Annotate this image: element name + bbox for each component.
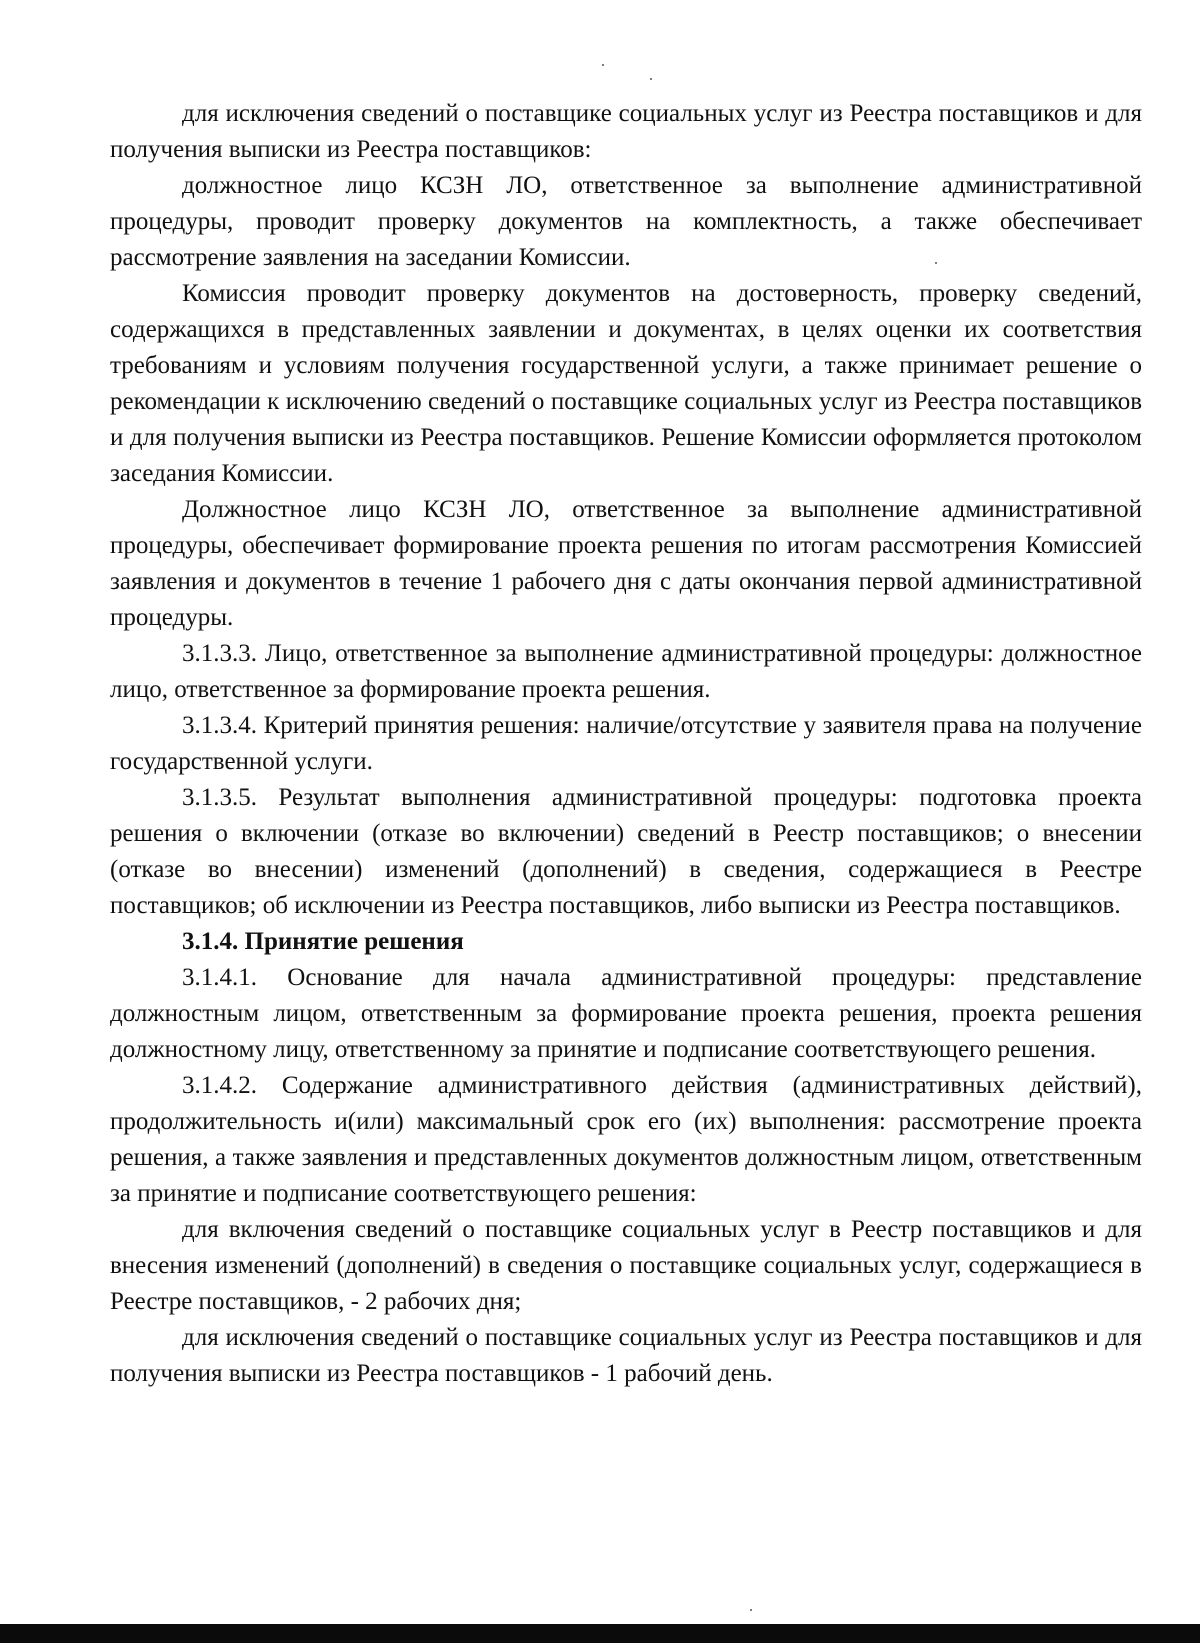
scan-speck [602,64,604,66]
paragraph: для исключения сведений о поставщике социальных услуг из Реестра поставщиков и для получения выписки из Реестра поставщиков: [110,100,1142,163]
paragraph: должностное лицо КСЗН ЛО, ответственное за выполнение административной процедуры, проводит проверку документов на комплектность, а также обеспечивает рассмотрение заявления на заседании Комиссии. [110,172,1142,271]
paragraph: 3.1.4.1. Основание для начала административной процедуры: представление должностным лицом, ответственным за формирование проекта решения, проекта решения должностному лицу, ответственному за принятие и подписание соответствующего решения. [110,964,1142,1063]
paragraph: для включения сведений о поставщике социальных услуг в Реестр поставщиков и для внесения изменений (дополнений) в сведения о поставщике социальных услуг, содержащиеся в Реестре поставщиков, - 2 рабочих дня; [110,1216,1142,1315]
paragraph: для исключения сведений о поставщике социальных услуг из Реестра поставщиков и для получения выписки из Реестра поставщиков - 1 рабочий день. [110,1324,1142,1387]
paragraph: Комиссия проводит проверку документов на достоверность, проверку сведений, содержащихся в представленных заявлении и документах, в целях оценки их соответствия требованиям и условиям получения государственной услуги, а также принимает решение о рекомендации к исключению сведений о поставщике социальных услуг из Реестра поставщиков и для получения выписки из Реестра поставщиков. Решение Комиссии оформляется протоколом заседания Комиссии. [110,280,1142,487]
paragraph: 3.1.3.5. Результат выполнения административной процедуры: подготовка проекта решения о включении (отказе во включении) сведений в Реестр поставщиков; о внесении (отказе во внесении) изменений (дополнений) в сведения, содержащиеся в Реестре поставщиков; об исключении из Реестра поставщиков, либо выписки из Реестра поставщиков. [110,784,1142,919]
section-heading: 3.1.4. Принятие решения [182,928,464,955]
scan-speck [650,78,652,80]
paragraph: 3.1.4.2. Содержание административного действия (административных действий), продолжительность и(или) максимальный срок его (их) выполнения: рассмотрение проекта решения, а также заявления и представленных документов должностным лицом, ответственным за принятие и подписание соответствующего решения: [110,1072,1142,1207]
paragraph: 3.1.3.3. Лицо, ответственное за выполнение административной процедуры: должностное лицо, ответственное за формирование проекта решения. [110,640,1142,703]
scan-speck [750,1609,752,1611]
scan-border-bar [0,1624,1200,1643]
document-body [110,96,1142,1392]
paragraph: Должностное лицо КСЗН ЛО, ответственное за выполнение административной процедуры, обеспечивает формирование проекта решения по итогам рассмотрения Комиссией заявления и документов в течение 1 рабочего дня с даты окончания первой административной процедуры. [110,496,1142,631]
paragraph: 3.1.3.4. Критерий принятия решения: наличие/отсутствие у заявителя права на получение государственной услуги. [110,712,1142,775]
